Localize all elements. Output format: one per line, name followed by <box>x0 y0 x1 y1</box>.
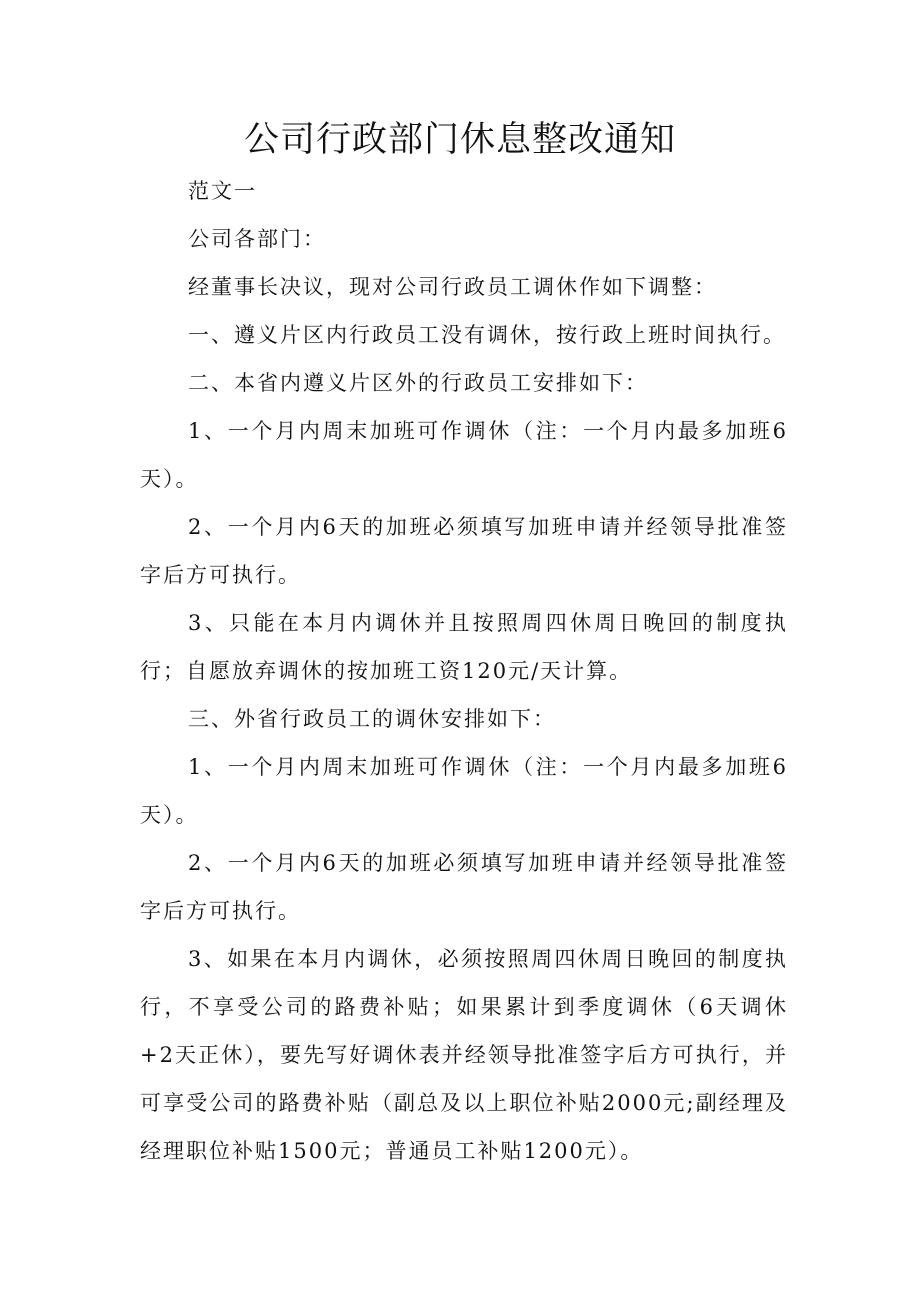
paragraph-section-3: 三、外省行政员工的调休安排如下： <box>188 707 556 731</box>
paragraph-sample-label: 范文一 <box>188 179 257 203</box>
paragraph-section-2-item-1: 1、一个月内周末加班可作调休（注：一个月内最多加班6天）。 <box>140 419 788 491</box>
paragraph-intro: 经董事长决议，现对公司行政员工调休作如下调整： <box>188 275 717 299</box>
document-title: 公司行政部门休息整改通知 <box>243 120 676 160</box>
paragraph-section-3-item-1: 1、一个月内周末加班可作调休（注：一个月内最多加班6天）。 <box>140 755 788 827</box>
document-body <box>140 167 788 1175</box>
paragraph-section-3-item-2: 2、一个月内6天的加班必须填写加班申请并经领导批准签字后方可执行。 <box>140 851 788 923</box>
paragraph-section-2-item-3: 3、只能在本月内调休并且按照周四休周日晚回的制度执行；自愿放弃调休的按加班工资120元/天计算。 <box>140 611 788 683</box>
paragraph-section-1: 一、遵义片区内行政员工没有调休，按行政上班时间执行。 <box>188 323 786 347</box>
paragraph-salutation: 公司各部门： <box>188 227 326 251</box>
paragraph-section-3-item-3: 3、如果在本月内调休，必须按照周四休周日晚回的制度执行，不享受公司的路费补贴；如果累计到季度调休（6天调休+2天正休），要先写好调休表并经领导批准签字后方可执行，并可享受公司的路费补贴（副总及以上职位补贴2000元;副经理及经理职位补贴1500元；普通员工补贴1200元）。 <box>140 947 788 1163</box>
paragraph-section-2: 二、本省内遵义片区外的行政员工安排如下： <box>188 371 648 395</box>
paragraph-section-2-item-2: 2、一个月内6天的加班必须填写加班申请并经领导批准签字后方可执行。 <box>140 515 788 587</box>
